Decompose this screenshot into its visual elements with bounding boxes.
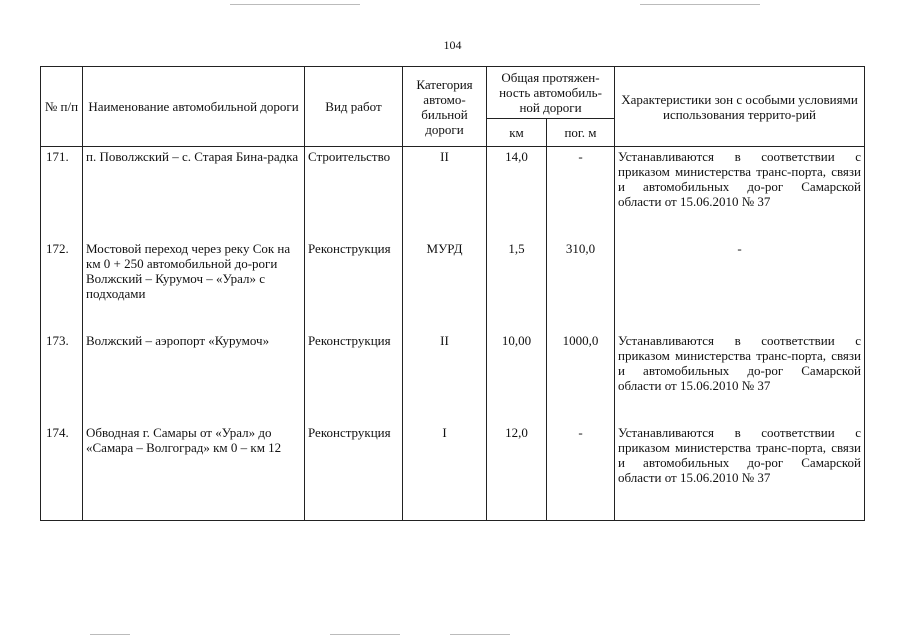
- zone-characteristics: Устанавливаются в соответствии с приказом министерства транс-порта, связи и автомобильных до-рог Самарской области от 15.06.2010 № 37: [615, 147, 865, 239]
- scan-artifact-bottom: [330, 634, 400, 635]
- zone-characteristics: -: [615, 239, 865, 331]
- road-name: п. Поволжский – с. Старая Бина-радка: [83, 147, 305, 239]
- scan-artifact-bottom: [450, 634, 510, 635]
- header-km: км: [487, 119, 547, 147]
- work-type: Строительство: [305, 147, 403, 239]
- work-type: Реконструкция: [305, 239, 403, 331]
- road-name: Обводная г. Самары от «Урал» до «Самара – Волгоград» км 0 – км 12: [83, 423, 305, 521]
- road-category: II: [403, 331, 487, 423]
- scan-artifact-top-right: [640, 4, 760, 5]
- header-characteristics: Характеристики зон с особыми условиями использования террито-рий: [615, 67, 865, 147]
- row-num: 171.: [41, 147, 83, 239]
- work-type: Реконструкция: [305, 331, 403, 423]
- length-pm: -: [547, 423, 615, 521]
- scan-artifact-top: [230, 4, 360, 5]
- zone-characteristics: Устанавливаются в соответствии с приказом министерства транс-порта, связи и автомобильных до-рог Самарской области от 15.06.2010 № 37: [615, 423, 865, 521]
- road-category: II: [403, 147, 487, 239]
- zone-characteristics: Устанавливаются в соответствии с приказом министерства транс-порта, связи и автомобильных до-рог Самарской области от 15.06.2010 № 37: [615, 331, 865, 423]
- length-km: 14,0: [487, 147, 547, 239]
- header-category: Категория автомо-бильной дороги: [403, 67, 487, 147]
- length-km: 12,0: [487, 423, 547, 521]
- table-row: [41, 423, 865, 521]
- road-name: Волжский – аэропорт «Курумоч»: [83, 331, 305, 423]
- roads-table: [40, 66, 865, 521]
- header-num: № п/п: [41, 67, 83, 147]
- header-work: Вид работ: [305, 67, 403, 147]
- table-row: [41, 239, 865, 331]
- work-type: Реконструкция: [305, 423, 403, 521]
- table-row: [41, 331, 865, 423]
- header-name: Наименование автомобильной дороги: [83, 67, 305, 147]
- length-pm: 310,0: [547, 239, 615, 331]
- length-km: 1,5: [487, 239, 547, 331]
- road-name: Мостовой переход через реку Сок на км 0 + 250 автомобильной до-роги Волжский – Курумоч – «Урал» с подходами: [83, 239, 305, 331]
- table-header: [41, 67, 865, 147]
- header-length: Общая протяжен-ность автомобиль-ной дороги: [487, 67, 615, 119]
- scan-artifact-bottom: [90, 634, 130, 635]
- row-num: 172.: [41, 239, 83, 331]
- length-km: 10,00: [487, 331, 547, 423]
- table-body: [41, 147, 865, 521]
- page-number: 104: [443, 38, 462, 52]
- road-category: МУРД: [403, 239, 487, 331]
- length-pm: -: [547, 147, 615, 239]
- road-category: I: [403, 423, 487, 521]
- length-pm: 1000,0: [547, 331, 615, 423]
- table-row: [41, 147, 865, 239]
- row-num: 174.: [41, 423, 83, 521]
- row-num: 173.: [41, 331, 83, 423]
- header-pm: пог. м: [547, 119, 615, 147]
